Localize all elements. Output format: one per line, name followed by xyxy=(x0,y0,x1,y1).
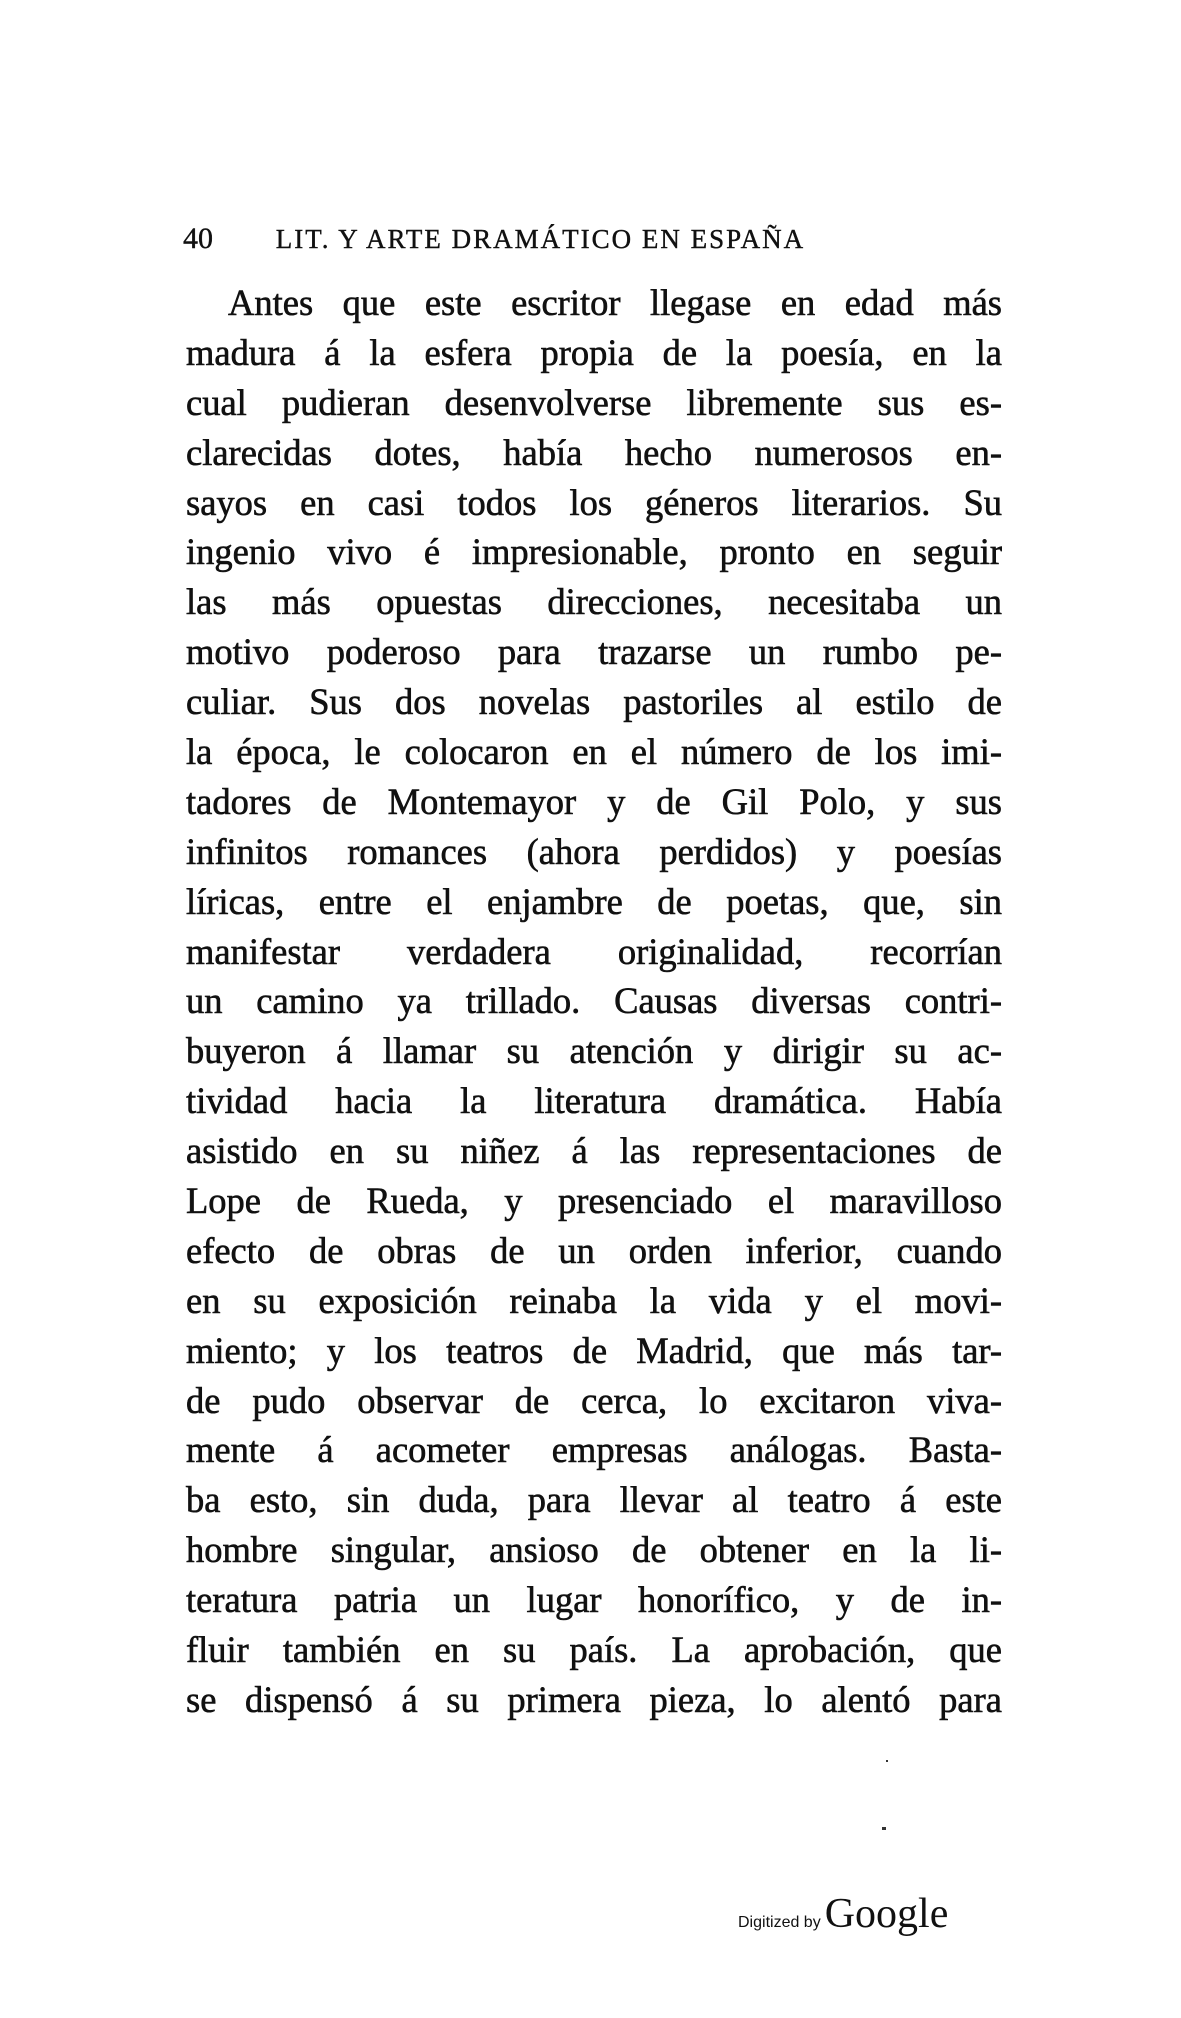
text-line: mente á acometer empresas análogas. Basta- xyxy=(186,1429,1002,1471)
text-line: miento; y los teatros de Madrid, que más tar- xyxy=(186,1329,1002,1371)
text-line: cual pudieran desenvolverse libremente sus es- xyxy=(186,381,1002,423)
text-line: Lope de Rueda, y presenciado el maravilloso xyxy=(186,1180,1002,1222)
text-line: fluir también en su país. La aprobación, que xyxy=(186,1629,1002,1671)
text-line: de pudo observar de cerca, lo excitaron viva- xyxy=(186,1379,1002,1421)
text-line: manifestar verdadera originalidad, recorrían xyxy=(186,930,1002,972)
text-line: líricas, entre el enjambre de poetas, que, sin xyxy=(186,880,1002,922)
body-text xyxy=(186,278,1002,1725)
text-line: madura á la esfera propia de la poesía, en la xyxy=(186,331,1002,373)
text-line: tividad hacia la literatura dramática. Había xyxy=(186,1080,1002,1122)
running-title: LIT. Y ARTE DRAMÁTICO EN ESPAÑA xyxy=(275,224,806,254)
scan-speck xyxy=(882,1827,886,1830)
text-line: un camino ya trillado. Causas diversas contri- xyxy=(186,980,1002,1022)
running-header xyxy=(183,222,1003,256)
text-line: hombre singular, ansioso de obtener en la li- xyxy=(186,1529,1002,1571)
text-line: clarecidas dotes, había hecho numerosos en- xyxy=(186,431,1002,473)
text-line: ba esto, sin duda, para llevar al teatro á este xyxy=(186,1479,1002,1521)
google-logo: Google xyxy=(824,1891,949,1937)
scan-speck xyxy=(886,1760,888,1762)
text-line: teratura patria un lugar honorífico, y de in- xyxy=(186,1579,1002,1621)
text-line: infinitos romances (ahora perdidos) y poesías xyxy=(186,830,1002,872)
text-line: las más opuestas direcciones, necesitaba un xyxy=(186,581,1002,623)
page-number: 40 xyxy=(183,222,213,255)
text-line: en su exposición reinaba la vida y el movi- xyxy=(186,1279,1002,1321)
digitized-by-label: Digitized by xyxy=(738,1914,821,1931)
text-line: sayos en casi todos los géneros literarios. Su xyxy=(186,481,1002,523)
text-line: culiar. Sus dos novelas pastoriles al estilo de xyxy=(186,681,1002,723)
text-line: Antes que este escritor llegase en edad más xyxy=(228,282,1002,323)
text-line: tadores de Montemayor y de Gil Polo, y sus xyxy=(186,780,1002,822)
text-line: la época, le colocaron en el número de los imi- xyxy=(186,731,1002,773)
text-line: buyeron á llamar su atención y dirigir su ac- xyxy=(186,1030,1002,1072)
text-line: motivo poderoso para trazarse un rumbo pe- xyxy=(186,631,1002,673)
text-line: se dispensó á su primera pieza, lo alentó para xyxy=(186,1678,1002,1720)
text-line: efecto de obras de un orden inferior, cuando xyxy=(186,1229,1002,1271)
digitized-by-google-watermark xyxy=(738,1890,948,1938)
text-line: asistido en su niñez á las representaciones de xyxy=(186,1130,1002,1172)
text-line: ingenio vivo é impresionable, pronto en seguir xyxy=(186,531,1002,573)
